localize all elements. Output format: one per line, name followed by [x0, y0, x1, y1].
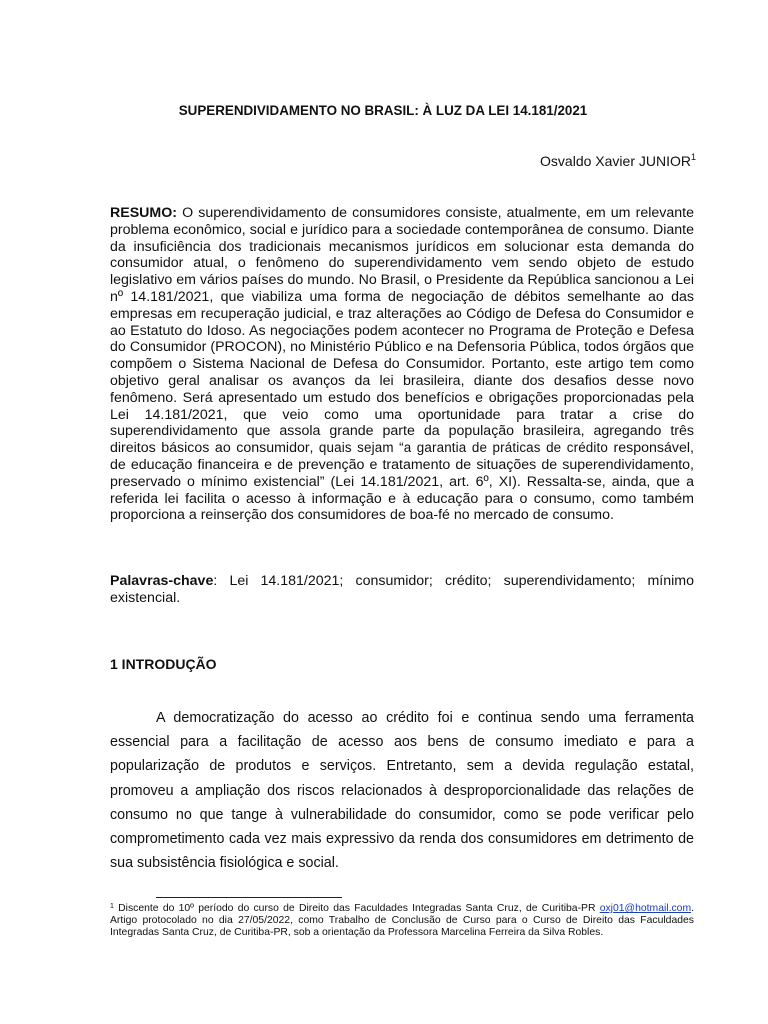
footnote-marker: 1 — [110, 903, 114, 910]
author-name: Osvaldo Xavier JUNIOR — [540, 153, 691, 169]
abstract-text-end: responsável, de educação financeira e de prevenção e tratamento de situações de superendividamento, preservado o mínimo existencial” (Lei 14.181/2021, art. 6º, XI). Ressalta-se, ainda, que a referida lei facilita o acesso à informação e à educação para o consumo, como também proporciona a reinserção dos consumidores de boa-fé no mercado de consumo. — [110, 440, 694, 524]
keywords-label: Palavras-chave — [110, 573, 214, 589]
intro-paragraph: A democratização do acesso ao crédito foi e continua sendo uma ferramenta essencial para a facilitação de acesso aos bens de consumo imediato e para a popularização de produtos e serviços. Entretanto, sem a devida regulação estatal, promoveu a ampliação dos riscos relacionados à desproporcionalidade das relações de consumo no que tange à vulnerabilidade do consumidor, como se pode verificar pelo comprometimento cada vez mais expressivo da renda dos consumidores em detrimento de sua subsistência fisiológica e social. — [110, 710, 694, 872]
footnote-email-link[interactable]: oxj01@hotmail.com — [599, 903, 692, 914]
abstract-paragraph — [110, 205, 694, 524]
footnote-text-end: . Artigo protocolado no dia 27/05/2022, como Trabalho de Conclusão de Curso para o Curso de Direito das Faculdades Integradas Santa Cruz, de Curitiba-PR, sob a orientação da Professora Marcelina Ferreira da Silva Robles. — [110, 903, 694, 939]
keywords-paragraph — [110, 573, 694, 607]
author-footnote-marker[interactable]: 1 — [690, 152, 696, 162]
abstract-quote-start: , quais sejam “a garantia de práticas de crédito — [309, 440, 608, 456]
author-line — [540, 153, 696, 170]
footnote-text: Discente do 10º período do curso de Direito das Faculdades Integradas Santa Cruz, de Curitiba-PR — [113, 903, 600, 914]
footnote — [110, 903, 694, 940]
paper-title: SUPERENDIVIDAMENTO NO BRASIL: À LUZ DA LEI 14.181/2021 — [178, 103, 588, 118]
keywords-text: : Lei 14.181/2021; consumidor; crédito; superendividamento; mínimo existencial. — [110, 573, 694, 606]
abstract-text: O superendividamento de consumidores consiste, atualmente, em um relevante problema econômico, social e jurídico para a sociedade contemporânea de consumo. Diante da insuficiência dos tradicionais mecanismos jurídicos em solucionar esta demanda do consumidor atual, o fenômeno do superendividamento vem sendo objeto de estudo legislativo em vários países do mundo. No Brasil, o Presidente da República sancionou a Lei nº 14.181/2021, que viabiliza uma forma de negociação de débitos semelhante ao das empresas em recuperação judicial, e traz alterações ao Código de Defesa do Consumidor e ao Estatuto do Idoso. As negociações podem acontecer no Programa de Proteção e Defesa do Consumidor (PROCON), no Ministério Público e na Defensoria Pública, todos órgãos que compõem o Sistema Nacional de Defesa do Consumidor. Portanto, este artigo tem como objetivo geral analisar os avanços da lei brasileira, diante dos desafios desse novo fenômeno. Será apresentado um estudo dos benefícios e obrigações proporcionadas pela Lei 14.181/2021, que veio como uma oportunidade para tratar a crise do superendividamento que assola grande parte da população brasileira, agregando três direitos básicos ao consumidor — [110, 205, 694, 457]
abstract-label: RESUMO: — [110, 205, 177, 221]
footnote-divider — [156, 897, 342, 898]
section-heading: 1 INTRODUÇÃO — [110, 656, 217, 672]
